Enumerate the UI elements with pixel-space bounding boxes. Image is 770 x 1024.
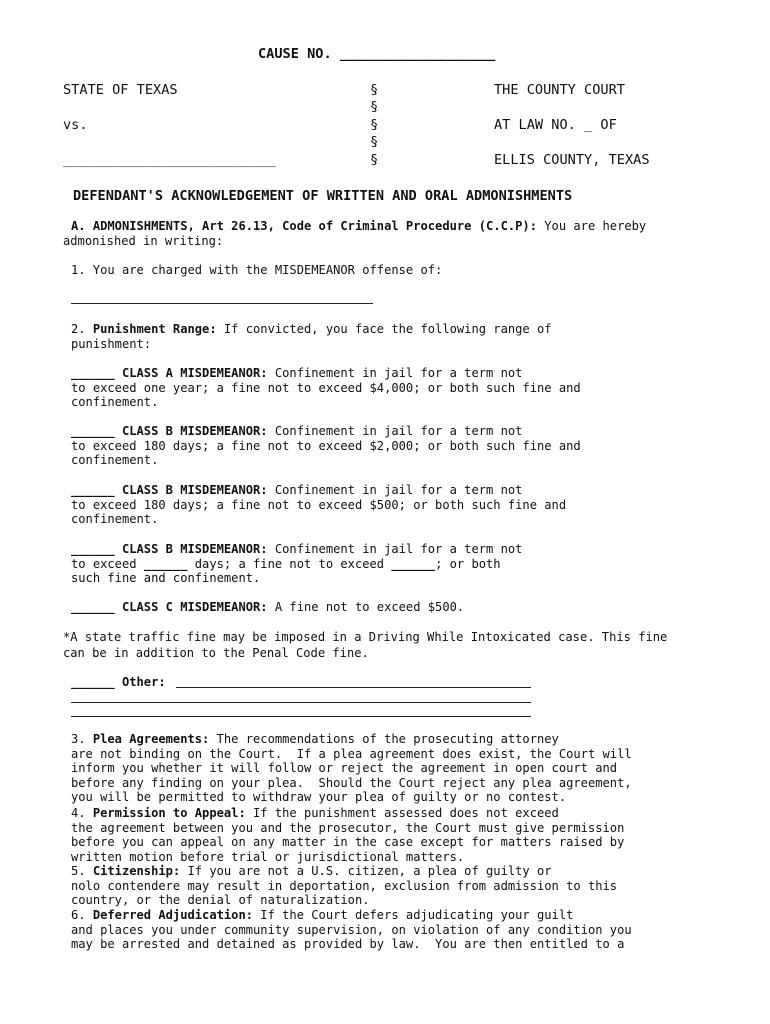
court-name: THE COUNTY COURT — [494, 82, 625, 98]
class-checkbox-blank[interactable]: ______ — [71, 542, 115, 556]
other-option: ______ Other: — [71, 675, 166, 689]
section-mark: § — [370, 99, 379, 115]
court-county: ELLIS COUNTY, TEXAS — [494, 152, 650, 168]
class-b-2000-option: ______ CLASS B MISDEMEANOR: Confinement in jail for a term not to exceed 180 days; a fine not to exceed $2,000; or both such fine and confinement. — [71, 424, 581, 468]
party-versus: vs. — [63, 117, 88, 133]
offense-blank-line[interactable] — [71, 303, 373, 304]
class-b-500-option: ______ CLASS B MISDEMEANOR: Confinement in jail for a term not to exceed 180 days; a fine not to exceed $500; or both such fine and confinement. — [71, 483, 567, 527]
class-c-option: ______ CLASS C MISDEMEANOR: A fine not to exceed $500. — [71, 600, 465, 614]
cause-number: CAUSE NO. ___________________ — [258, 46, 496, 62]
other-blank-line[interactable] — [71, 702, 531, 703]
item-plea-agreements: 3. Plea Agreements: The recommendations of the prosecuting attorney are not binding on the Court. If a plea agreement does exist, the Court will inform you whether it will follow or reject the agreement in open court and before any finding on your plea. Should the Court reject any plea agreement, you will be permitted to withdraw your plea of guilty or no contest. — [71, 732, 632, 805]
section-a-intro-cont: admonished in writing: — [63, 234, 224, 248]
item-punishment-range-cont: punishment: — [71, 337, 152, 351]
fine-blank[interactable]: ______ — [391, 556, 436, 571]
item-charged-offense: 1. You are charged with the MISDEMEANOR offense of: — [71, 263, 443, 277]
document-title: DEFENDANT'S ACKNOWLEDGEMENT OF WRITTEN AND ORAL ADMONISHMENTS — [73, 188, 573, 204]
defendant-name-blank: __________________________ — [63, 152, 276, 168]
section-a-intro: A. ADMONISHMENTS, Art 26.13, Code of Criminal Procedure (C.C.P): You are hereby — [71, 219, 647, 233]
other-blank-line[interactable] — [71, 716, 531, 717]
other-blank-line[interactable] — [176, 687, 531, 688]
section-mark: § — [370, 134, 379, 150]
class-checkbox-blank[interactable]: ______ — [71, 675, 115, 689]
days-blank[interactable]: ______ — [143, 556, 188, 571]
item-permission-to-appeal: 4. Permission to Appeal: If the punishment assessed does not exceed the agreement between you and the prosecutor, the Court must give permission before you can appeal on any matter in the case except for matters raised by written motion before trial or jurisdictional matters. — [71, 806, 625, 864]
section-mark: § — [370, 82, 379, 98]
item-punishment-range: 2. Punishment Range: If convicted, you face the following range of — [71, 322, 552, 336]
class-checkbox-blank[interactable]: ______ — [71, 424, 115, 438]
section-a-heading: A. ADMONISHMENTS, Art 26.13, Code of Criminal Procedure (C.C.P): — [71, 219, 537, 233]
court-number: AT LAW NO. _ OF — [494, 117, 617, 133]
item-deferred-adjudication: 6. Deferred Adjudication: If the Court defers adjudicating your guilt and places you under community supervision, on violation of any condition you may be arrested and detained as provided by law. You are then entitled to a — [71, 908, 632, 952]
item-citizenship: 5. Citizenship: If you are not a U.S. citizen, a plea of guilty or nolo contendere may result in deportation, exclusion from admission to this country, or the denial of naturalization. — [71, 864, 618, 908]
class-a-option: ______ CLASS A MISDEMEANOR: Confinement in jail for a term not to exceed one year; a fine not to exceed $4,000; or both such fine and confinement. — [71, 366, 581, 410]
class-b-custom-option: ______ CLASS B MISDEMEANOR: Confinement in jail for a term not to exceed ______ days; a fine not to exceed ______; or both such fine and confinement. — [71, 542, 523, 586]
class-checkbox-blank[interactable]: ______ — [71, 600, 115, 614]
party-state: STATE OF TEXAS — [63, 82, 178, 98]
traffic-fine-note: *A state traffic fine may be imposed in a Driving While Intoxicated case. This fine can be in addition to the Penal Code fine. — [63, 630, 668, 660]
section-mark: § — [370, 117, 379, 133]
class-checkbox-blank[interactable]: ______ — [71, 483, 115, 497]
section-mark: § — [370, 152, 379, 168]
class-checkbox-blank[interactable]: ______ — [71, 366, 115, 380]
